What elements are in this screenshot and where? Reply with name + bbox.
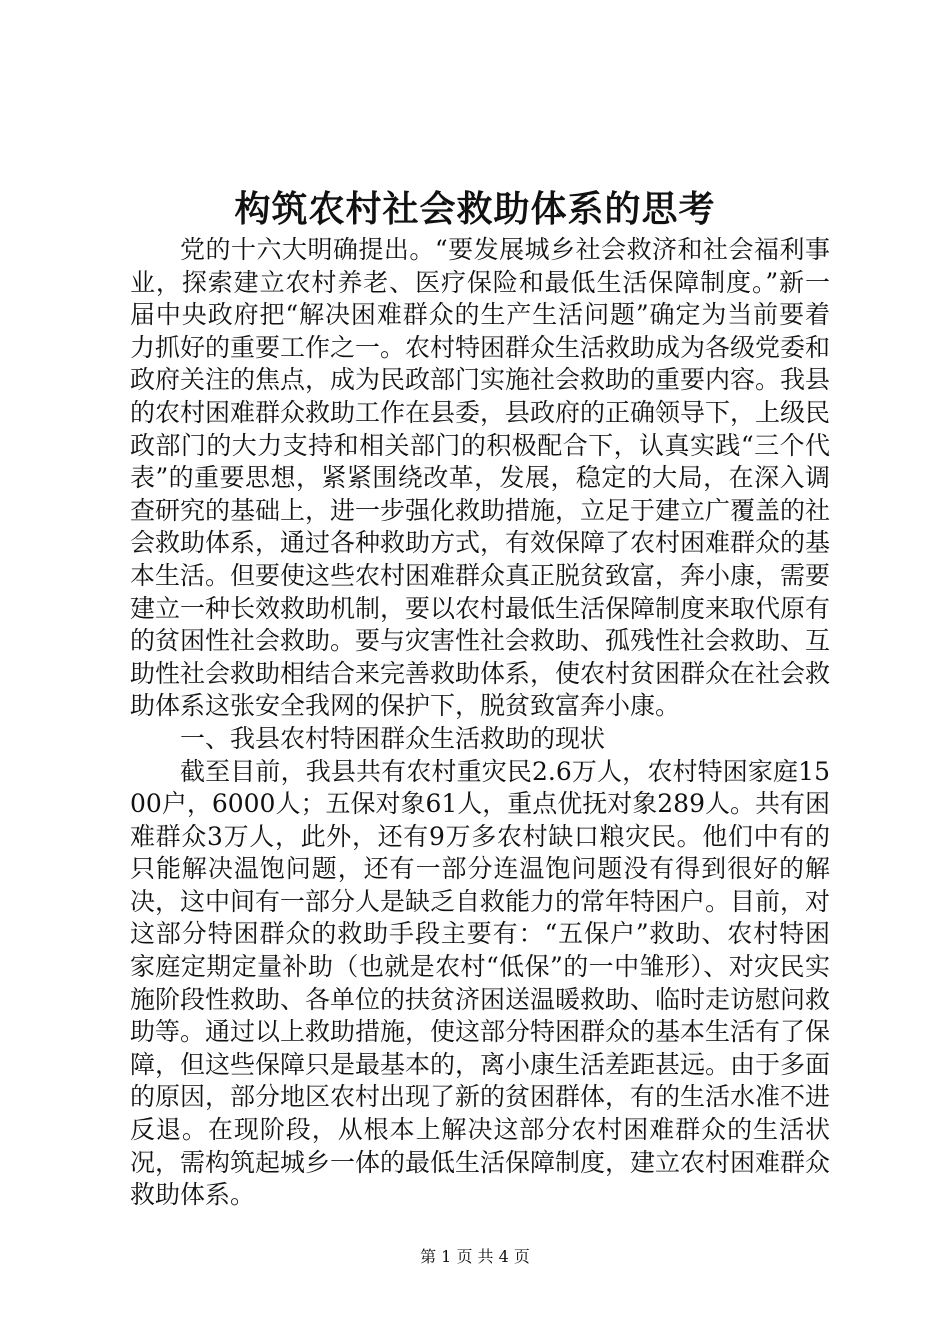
document-body [130,234,830,1212]
document-title: 构筑农村社会救助体系的思考 [234,188,716,230]
status-paragraph: 截至目前，我县共有农村重灾民2.6万人，农村特困家庭1500户，6000人；五保对象61人，重点优抚对象289人。共有困难群众3万人，此外，还有9万多农村缺口粮灾民。他们中有的只能解决温饱问题，还有一部分连温饱问题没有得到很好的解决，这中间有一部分人是缺乏自救能力的常年特困户。目前，对这部分特困群众的救助手段主要有：“五保户”救助、农村特困家庭定期定量补助（也就是农村“低保”的一中雏形）、对灾民实施阶段性救助、各单位的扶贫济困送温暖救助、临时走访慰问救助等。通过以上救助措施，使这部分特困群众的基本生活有了保障，但这些保障只是最基本的，离小康生活差距甚远。由于多面的原因，部分地区农村出现了新的贫困群体，有的生活水准不进反退。在现阶段，从根本上解决这部分农村困难群众的生活状况，需构筑起城乡一体的最低生活保障制度，建立农村困难群众救助体系。 [130,756,831,1210]
intro-paragraph: 党的十六大明确提出。“要发展城乡社会救济和社会福利事业，探索建立农村养老、医疗保险和最低生活保障制度。”新一届中央政府把“解决困难群众的生产生活问题”确定为当前要着力抓好的重要工作之一。农村特困群众生活救助成为各级党委和政府关注的焦点，成为民政部门实施社会救助的重要内容。我县的农村困难群众救助工作在县委，县政府的正确领导下，上级民政部门的大力支持和相关部门的积极配合下，认真实践“三个代表”的重要思想，紧紧围绕改革，发展，稳定的大局，在深入调查研究的基础上，进一步强化救助措施，立足于建立广覆盖的社会救助体系，通过各种救助方式，有效保障了农村困难群众的基本生活。但要使这些农村困难群众真正脱贫致富，奔小康，需要建立一种长效救助机制，要以农村最低生活保障制度来取代原有的贫困性社会救助。要与灾害性社会救助、孤残性社会救助、互助性社会救助相结合来完善救助体系，使农村贫困群众在社会救助体系这张安全我网的保护下，脱贫致富奔小康。 [130,235,831,721]
page-number-footer: 第 1 页 共 4 页 [420,1247,530,1266]
section-heading: 一、我县农村特困群众生活救助的现状 [180,723,606,753]
